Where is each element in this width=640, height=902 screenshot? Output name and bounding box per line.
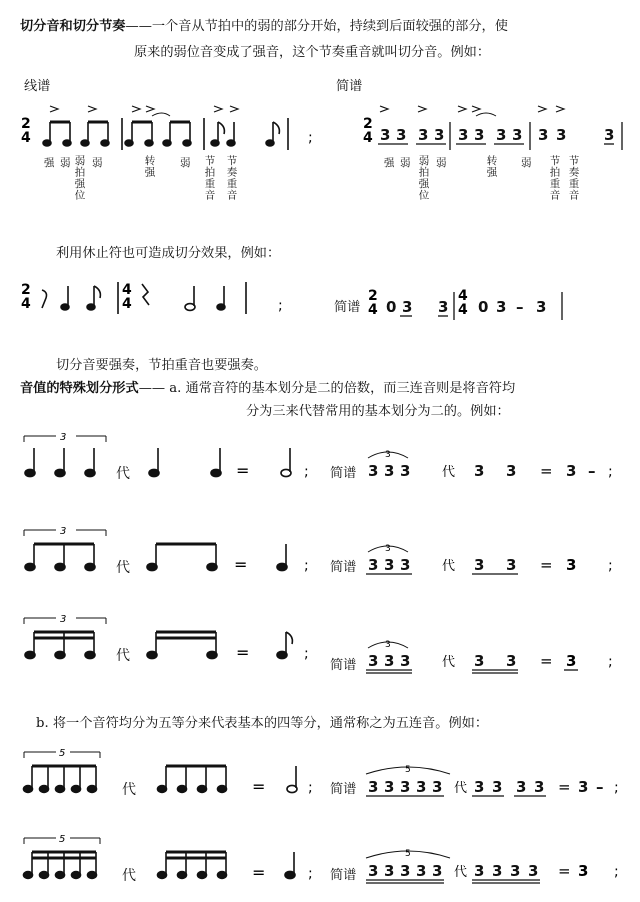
svg-text:3: 3 [368, 778, 379, 796]
jianpu-notes [380, 126, 614, 144]
svg-text:3: 3 [400, 778, 411, 796]
svg-text:2: 2 [368, 288, 378, 304]
section3-heading-line [20, 377, 515, 396]
section1-line1: ——一个音从节拍中的弱的部分开始，持续到后面较强的部分，使 [125, 19, 508, 34]
svg-text:3: 3 [566, 556, 577, 574]
svg-text:3: 3 [384, 556, 395, 574]
svg-text:;: ; [614, 864, 619, 880]
svg-text:;: ; [614, 780, 619, 796]
svg-text:代: 代 [454, 781, 468, 796]
svg-text:3: 3 [496, 126, 507, 144]
section4-text: b. 将一个音符均分为五等分来代表基本的四等分，通常称之为五连音。例如： [36, 716, 489, 731]
jp-label-zhuanqiang: 转强 [485, 155, 498, 178]
section3-line2: 分为三来代替常用的基本划分为二的。例如： [246, 404, 510, 419]
svg-text:3: 3 [534, 778, 545, 796]
svg-text:3: 3 [368, 652, 379, 670]
svg-text:代: 代 [122, 868, 136, 884]
svg-text:3: 3 [60, 526, 67, 537]
quintuplet-row-eighth [20, 744, 320, 806]
label-jiepai-zhongyin: 节拍重音 [203, 155, 216, 201]
svg-text:3: 3 [566, 462, 577, 480]
svg-text:代: 代 [116, 466, 130, 482]
svg-text:=: = [558, 862, 571, 880]
svg-text:0: 0 [478, 298, 489, 316]
svg-text:;: ; [608, 464, 613, 480]
svg-text:代: 代 [116, 560, 130, 576]
svg-text:4: 4 [458, 288, 468, 304]
svg-text:3: 3 [385, 544, 391, 554]
triplet-c-jianpu-label: 简谱 [330, 658, 357, 673]
svg-text:3: 3 [506, 462, 517, 480]
label-zhuanqiang: 转强 [143, 155, 156, 178]
triplet-b-jianpu [364, 540, 624, 580]
svg-text:代: 代 [116, 648, 130, 664]
label-ruo3: 弱 [92, 157, 103, 169]
svg-text:;: ; [304, 558, 309, 574]
jp-label-ruo2: 弱 [436, 157, 447, 169]
accent-marks-jianpu [380, 106, 564, 112]
svg-text:3: 3 [566, 652, 577, 670]
svg-text:4: 4 [458, 302, 468, 318]
svg-text:3: 3 [385, 450, 391, 460]
svg-text:3: 3 [474, 862, 485, 880]
svg-text:=: = [540, 652, 553, 670]
svg-text:3: 3 [528, 862, 539, 880]
label-ruo1: 弱 [60, 157, 71, 169]
svg-text:3: 3 [516, 778, 527, 796]
svg-text:=: = [236, 461, 250, 480]
svg-text:3: 3 [400, 556, 411, 574]
quint-a-jianpu-label: 简谱 [330, 782, 357, 797]
label-qiang: 强 [44, 157, 55, 169]
svg-text:3: 3 [492, 778, 503, 796]
svg-text:3: 3 [474, 462, 485, 480]
time-sig-den: 4 [21, 130, 31, 146]
svg-text:3: 3 [538, 126, 549, 144]
svg-text:=: = [252, 777, 266, 796]
svg-text:4: 4 [21, 296, 31, 312]
section1-heading-line [20, 15, 508, 34]
rest-syncopation-staff [18, 278, 298, 318]
svg-text:=: = [234, 555, 248, 574]
svg-text:3: 3 [416, 862, 427, 880]
svg-text:3: 3 [496, 298, 507, 316]
tie [152, 113, 170, 116]
svg-text:3: 3 [458, 126, 469, 144]
triplet-c-jianpu [364, 636, 624, 678]
svg-text:;: ; [308, 780, 313, 796]
svg-text:3: 3 [400, 652, 411, 670]
accent-marks [50, 106, 238, 112]
svg-text:3: 3 [432, 862, 443, 880]
svg-text:3: 3 [474, 778, 485, 796]
triplet-a-jianpu-label: 简谱 [330, 466, 357, 481]
svg-text:5: 5 [405, 765, 411, 775]
svg-text:3: 3 [432, 778, 443, 796]
jp-label-jiepai: 节拍重音 [548, 155, 561, 201]
svg-text:4: 4 [368, 302, 378, 318]
svg-text:3: 3 [384, 652, 395, 670]
svg-text:4: 4 [122, 296, 132, 312]
svg-text:2: 2 [363, 116, 373, 132]
staff-label: 线谱 [24, 79, 51, 94]
section2-jianpu-label: 简谱 [334, 300, 361, 315]
label-ruo-paiqiangwei: 弱拍强位 [73, 155, 86, 201]
beamed-notes [43, 118, 288, 150]
svg-text:3: 3 [474, 126, 485, 144]
syncopation-staff [18, 100, 318, 160]
svg-text:=: = [540, 556, 553, 574]
quint-b-jianpu-label: 简谱 [330, 868, 357, 883]
svg-text:3: 3 [368, 462, 379, 480]
svg-text:3: 3 [510, 862, 521, 880]
svg-text:4: 4 [363, 130, 373, 146]
syncopation-jianpu [360, 100, 630, 160]
svg-text:3: 3 [506, 652, 517, 670]
svg-text:–: – [588, 462, 596, 480]
svg-text:3: 3 [578, 862, 589, 880]
svg-text:3: 3 [492, 862, 503, 880]
svg-text:5: 5 [59, 748, 66, 759]
section3-heading: 音值的特殊划分形式 [20, 381, 139, 396]
svg-text:=: = [252, 863, 266, 882]
svg-text:3: 3 [400, 862, 411, 880]
svg-text:3: 3 [385, 640, 391, 650]
svg-text:–: – [596, 778, 604, 796]
svg-text:3: 3 [384, 462, 395, 480]
svg-text:;: ; [608, 558, 613, 574]
svg-text:–: – [516, 298, 524, 316]
svg-text:;: ; [608, 654, 613, 670]
svg-text:0: 0 [386, 298, 397, 316]
jp-label-ruo3: 弱 [521, 157, 532, 169]
svg-text:3: 3 [380, 126, 391, 144]
svg-text:3: 3 [368, 556, 379, 574]
svg-text:=: = [540, 462, 553, 480]
svg-text:3: 3 [438, 298, 449, 316]
svg-text:代: 代 [442, 655, 456, 670]
svg-text:代: 代 [454, 865, 468, 880]
svg-text:;: ; [278, 298, 283, 314]
section3-line1: —— a. 通常音符的基本划分是二的倍数，而三连音则是将音符均 [138, 381, 516, 396]
svg-text:代: 代 [442, 465, 456, 480]
svg-text:3: 3 [556, 126, 567, 144]
svg-text:;: ; [308, 866, 313, 882]
svg-text:3: 3 [434, 126, 445, 144]
quintuplet-row-sixteenth [20, 830, 320, 892]
jp-label-ruo: 弱 [400, 157, 411, 169]
svg-text:3: 3 [474, 652, 485, 670]
triplet-row-sixteenth [20, 610, 320, 672]
jp-label-ruo-paiqiangwei: 弱拍强位 [417, 155, 430, 201]
svg-text:3: 3 [512, 126, 523, 144]
svg-text:3: 3 [368, 862, 379, 880]
svg-text:代: 代 [442, 559, 456, 574]
svg-text:5: 5 [405, 849, 411, 859]
svg-text:2: 2 [21, 282, 31, 298]
quint-b-jianpu [364, 846, 628, 890]
svg-text:3: 3 [418, 126, 429, 144]
svg-text:3: 3 [60, 432, 67, 443]
svg-text:3: 3 [384, 778, 395, 796]
triplet-a-jianpu [364, 446, 624, 486]
quint-a-jianpu [364, 762, 628, 802]
svg-text:3: 3 [396, 126, 407, 144]
label-jiezou-zhongyin: 节奏重音 [225, 155, 238, 201]
svg-text:3: 3 [400, 462, 411, 480]
jp-label-jiezou: 节奏重音 [567, 155, 580, 201]
triplet-b-jianpu-label: 简谱 [330, 560, 357, 575]
time-sig-num: 2 [21, 116, 31, 132]
svg-text:3: 3 [402, 298, 413, 316]
svg-text:3: 3 [536, 298, 547, 316]
svg-text:3: 3 [416, 778, 427, 796]
rest-syncopation-jianpu [366, 284, 586, 324]
svg-text:代: 代 [122, 782, 136, 798]
svg-text:;: ; [304, 464, 309, 480]
section2-text: 利用休止符也可造成切分效果，例如： [56, 246, 281, 261]
svg-text:3: 3 [474, 556, 485, 574]
svg-text:5: 5 [59, 834, 66, 845]
semicolon: ; [308, 130, 313, 146]
section1-line2: 原来的弱位音变成了强音，这个节奏重音就叫切分音。例如： [134, 45, 491, 60]
svg-text:3: 3 [506, 556, 517, 574]
label-ruo4: 弱 [180, 157, 191, 169]
svg-text:=: = [558, 778, 571, 796]
svg-text:3: 3 [60, 614, 67, 625]
svg-text:=: = [236, 643, 250, 662]
svg-text:4: 4 [122, 282, 132, 298]
section3-text: 切分音要强奏，节拍重音也要强奏。 [56, 358, 267, 373]
svg-text:3: 3 [578, 778, 589, 796]
jianpu-label: 简谱 [336, 79, 363, 94]
jp-label-qiang: 强 [384, 157, 395, 169]
svg-text:3: 3 [604, 126, 615, 144]
svg-text:3: 3 [384, 862, 395, 880]
triplet-row-eighth [20, 522, 320, 584]
svg-text:;: ; [304, 646, 309, 662]
section1-heading: 切分音和切分节奏 [20, 19, 126, 34]
